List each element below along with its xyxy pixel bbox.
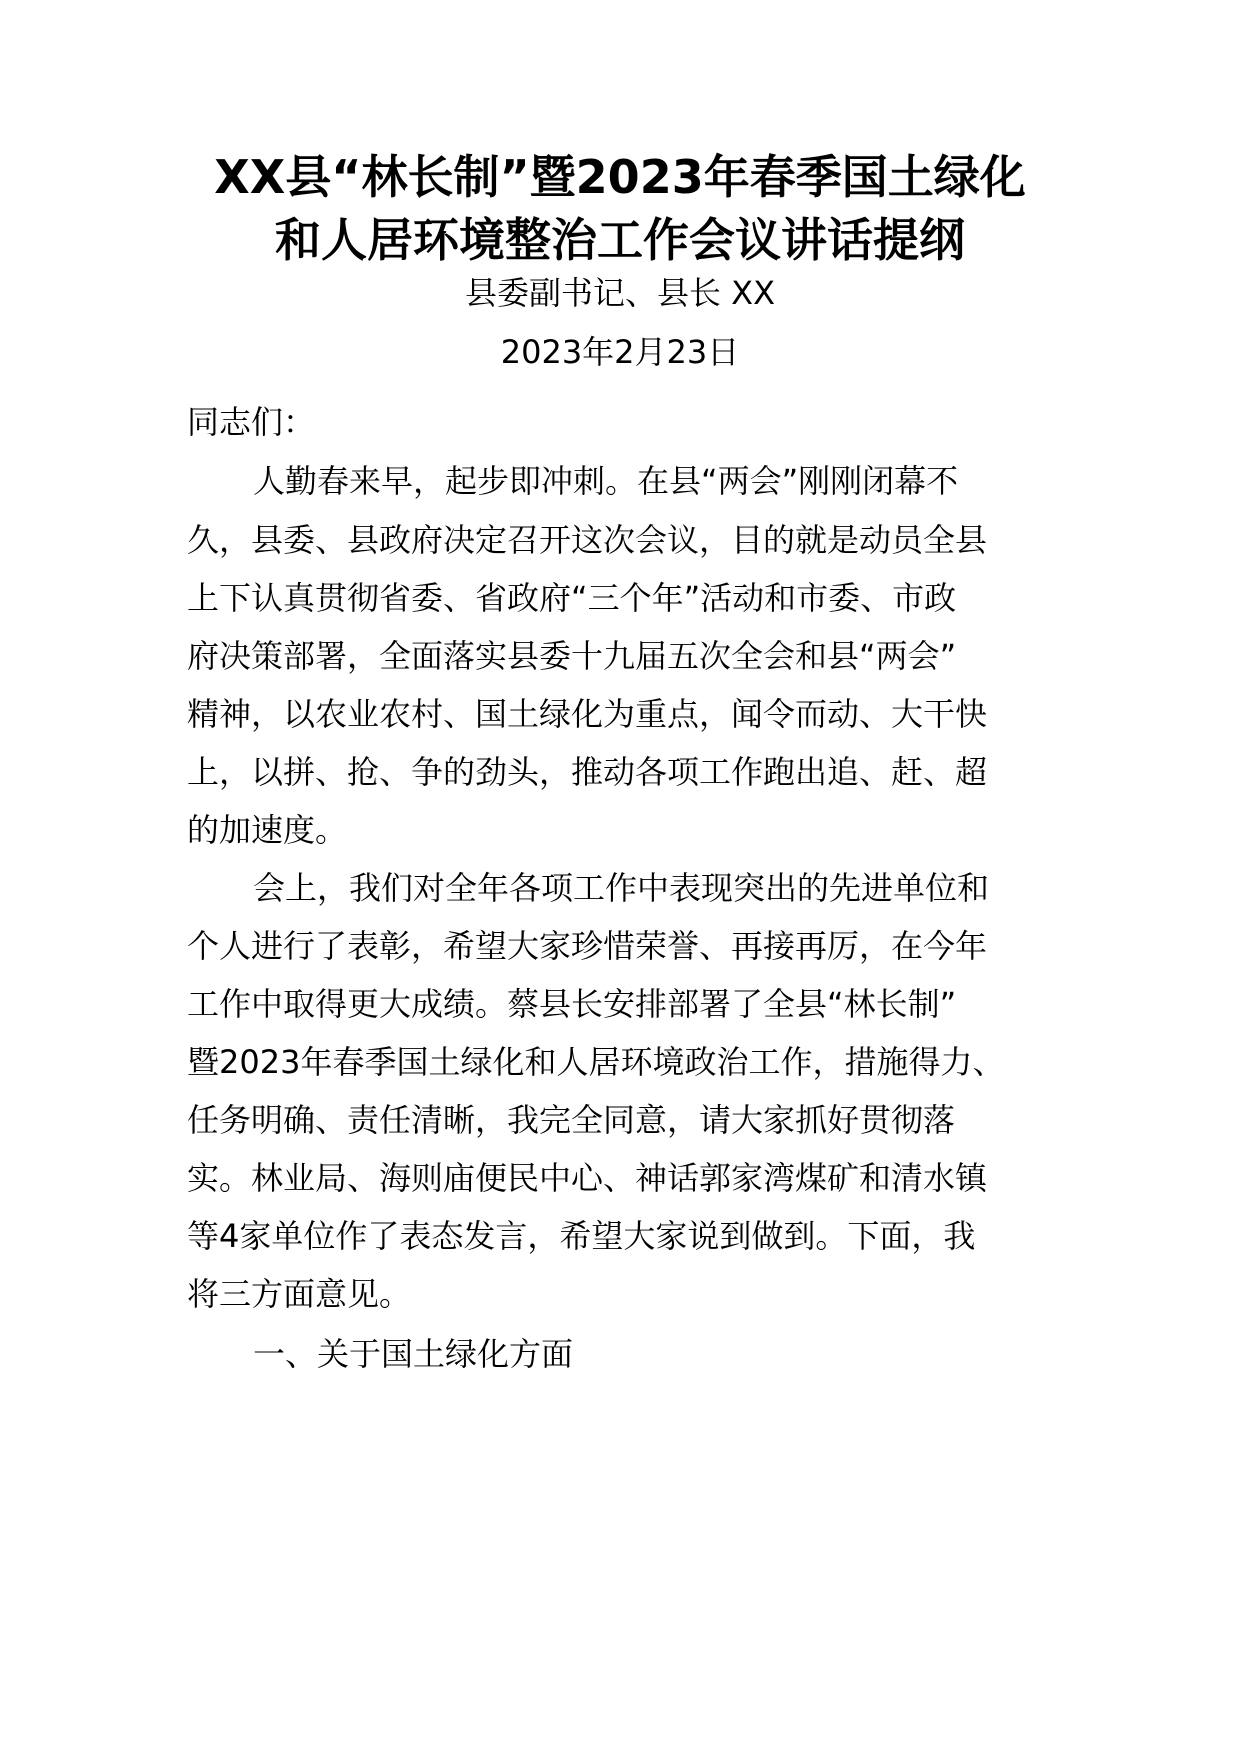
paragraph-1-line-5: 精神，以农业农村、国土绿化为重点，闻令而动、大干快: [187, 695, 988, 733]
paragraph-2-line-1: 会上，我们对全年各项工作中表现突出的先进单位和: [253, 869, 990, 907]
speaker-line: 县委副书记、县长 XX: [464, 274, 776, 312]
paragraph-1-line-4: 府决策部署，全面落实县委十九届五次全会和县“两会”: [187, 637, 957, 675]
paragraph-1-line-1: 人勤春来早，起步即冲刺。在县“两会”刚刚闭幕不: [253, 462, 959, 500]
document-title-line-1: XX县“林长制”暨2023年春季国土绿化: [214, 150, 1026, 204]
paragraph-2-line-8: 将三方面意见。: [187, 1275, 412, 1313]
document-title-line-2: 和人居环境整治工作会议讲话提纲: [275, 213, 965, 267]
paragraph-1-line-2: 久，县委、县政府决定召开这次会议，目的就是动员全县: [187, 521, 988, 559]
paragraph-2-line-2: 个人进行了表彰，希望大家珍惜荣誉、再接再厉，在今年: [187, 927, 988, 965]
salutation: 同志们：: [187, 403, 316, 441]
paragraph-2-line-6: 实。林业局、海则庙便民中心、神话郭家湾煤矿和清水镇: [187, 1159, 988, 1197]
paragraph-2-line-3: 工作中取得更大成绩。蔡县长安排部署了全县“林长制”: [187, 985, 957, 1023]
date-line: 2023年2月23日: [500, 333, 740, 371]
paragraph-2-line-7: 等4家单位作了表态发言，希望大家说到做到。下面，我: [187, 1217, 976, 1255]
paragraph-2-line-5: 任务明确、责任清晰，我完全同意，请大家抓好贯彻落: [187, 1101, 956, 1139]
paragraph-1-line-3: 上下认真贯彻省委、省政府“三个年”活动和市委、市政: [187, 579, 957, 617]
section-heading: 一、关于国土绿化方面: [253, 1335, 574, 1373]
paragraph-1-line-7: 的加速度。: [187, 811, 348, 849]
paragraph-2-line-4: 暨2023年春季国土绿化和人居环境政治工作，措施得力、: [187, 1043, 1005, 1081]
paragraph-1-line-6: 上，以拼、抢、争的劲头，推动各项工作跑出追、赶、超: [187, 753, 988, 791]
